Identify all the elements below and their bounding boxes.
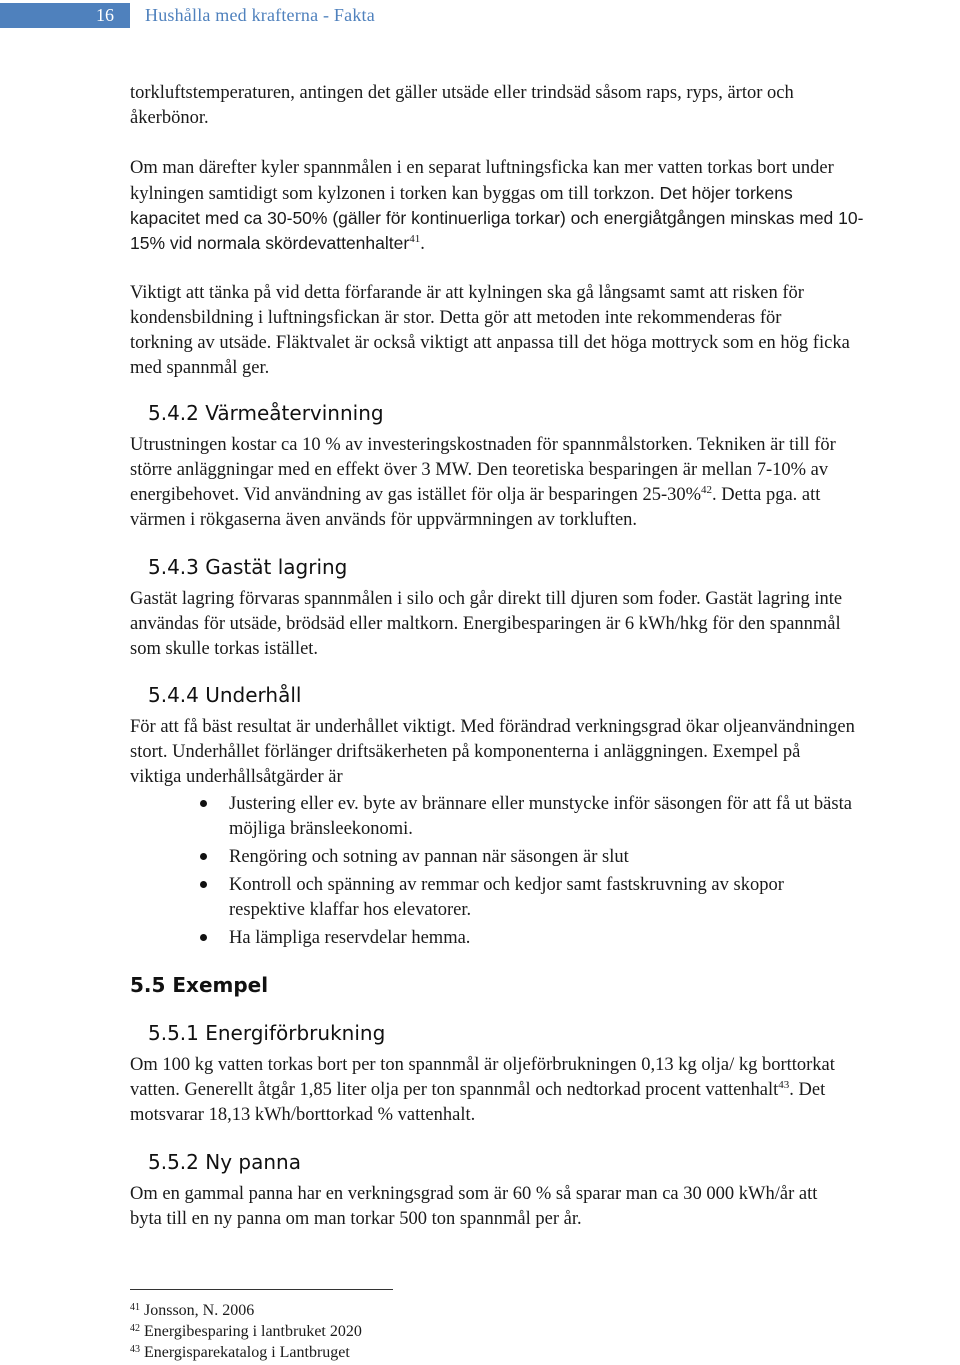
chapter-heading: 5.5 Exempel: [130, 973, 269, 997]
body-line: större anläggningar med en effekt över 3 MW. Den teoretiska besparingen är mellan 7-10% av: [130, 460, 829, 480]
body-line: [130, 1078, 825, 1103]
body-line: Om 100 kg vatten torkas bort per ton spannmål är oljeförbrukningen 0,13 kg olja/ kg borttorkat: [130, 1055, 835, 1075]
body-line: byta till en ny panna om man torkar 500 ton spannmål per år.: [130, 1209, 582, 1229]
body-text: . Det: [789, 1080, 826, 1100]
bullet-icon: [200, 800, 207, 807]
footnote-text: Energisparekatalog i Lantbruget: [140, 1344, 350, 1361]
body-line: kapacitet med ca 30-50% (gäller för kontinuerliga torkar) och energiåtgången minskas med 10-: [130, 208, 864, 228]
body-line: med spannmål ger.: [130, 358, 270, 378]
body-text: kylningen samtidigt som kylzonen i torken kan byggas om till torkzon.: [130, 184, 655, 204]
body-line: värmen i rökgaserna även används för uppvärmningen av torkluften.: [130, 510, 638, 530]
footnote-number: 43: [130, 1344, 140, 1355]
footnote-number: 42: [130, 1323, 140, 1334]
body-line: Om en gammal panna har en verkningsgrad som är 60 % så sparar man ca 30 000 kWh/år att: [130, 1184, 818, 1204]
footnote: [130, 1301, 254, 1321]
body-line: åkerbönor.: [130, 108, 209, 128]
body-text: . Detta pga. att: [712, 485, 821, 505]
body-line: användas för utsäde, brödsäd eller maltkorn. Energibesparingen är 6 kWh/hkg för den spannmål: [130, 614, 841, 634]
running-title: Hushålla med krafterna - Fakta: [145, 5, 375, 25]
section-heading: 5.5.2 Ny panna: [148, 1150, 301, 1174]
footnote-number: 41: [130, 1302, 140, 1313]
body-text: Det höjer torkens: [654, 183, 793, 203]
body-line: kondensbildning i luftningsfickan är stor. Detta gör att metoden inte rekommenderas för: [130, 308, 782, 328]
body-text: energibehovet. Vid användning av gas istället för olja är besparingen 25-30%: [130, 485, 702, 505]
bullet-icon: [200, 881, 207, 888]
section-heading: 5.4.4 Underhåll: [148, 683, 302, 707]
list-item: Rengöring och sotning av pannan när säsongen är slut: [229, 847, 629, 867]
body-line: [130, 231, 425, 257]
body-line: torkluftstemperaturen, antingen det gäller utsäde eller trindsäd såsom raps, ryps, ärtor och: [130, 83, 794, 103]
body-line: Om man därefter kyler spannmålen i en separat luftningsficka kan mer vatten torkas bort under: [130, 158, 834, 178]
list-item-continuation: möjliga bränsleekonomi.: [229, 819, 413, 839]
body-text: .: [420, 234, 425, 254]
bullet-icon: [200, 934, 207, 941]
body-line: torkning av utsäde. Fläktvalet är också viktigt att anpassa till det höga mottryck som en hög ficka: [130, 333, 850, 353]
footnote-ref: 42: [701, 484, 713, 496]
footnote: [130, 1322, 362, 1342]
footnote-text: Energibesparing i lantbruket 2020: [140, 1323, 362, 1340]
list-item-continuation: respektive klaffar hos elevatorer.: [229, 900, 472, 920]
body-line: som skulle torkas istället.: [130, 639, 319, 659]
page-number: 16: [0, 3, 130, 28]
page-header: [0, 0, 960, 32]
list-item: Ha lämpliga reservdelar hemma.: [229, 928, 471, 948]
list-item: Justering eller ev. byte av brännare eller munstycke inför säsongen för att få ut bästa: [229, 794, 852, 814]
bullet-icon: [200, 853, 207, 860]
body-line: viktiga underhållsåtgärder är: [130, 767, 343, 787]
body-line: För att få bäst resultat är underhållet viktigt. Med förändrad verkningsgrad ökar oljeanvändningen: [130, 717, 855, 737]
list-item: Kontroll och spänning av remmar och kedjor samt fastskruvning av skopor: [229, 875, 784, 895]
body-line: Utrustningen kostar ca 10 % av investeringskostnaden för spannmålstorken. Tekniken är till för: [130, 435, 836, 455]
body-line: Gastät lagring förvaras spannmålen i silo och går direkt till djuren som foder. Gastät lagring inte: [130, 589, 843, 609]
footnote-separator: [130, 1289, 393, 1290]
body-line: [130, 483, 820, 508]
footnote-ref: 41: [409, 233, 421, 245]
body-line: motsvarar 18,13 kWh/borttorkad % vattenhalt.: [130, 1105, 476, 1125]
body-line: [130, 181, 793, 207]
body-text: 15% vid normala skördevattenhalter: [130, 233, 410, 253]
body-text: vatten. Generellt åtgår 1,85 liter olja per ton spannmål och nedtorkad procent vattenhalt: [130, 1080, 779, 1100]
footnote: [130, 1343, 350, 1363]
section-heading: 5.4.2 Värmeåtervinning: [148, 401, 384, 425]
section-heading: 5.5.1 Energiförbrukning: [148, 1021, 386, 1045]
footnote-ref: 43: [778, 1079, 790, 1091]
section-heading: 5.4.3 Gastät lagring: [148, 555, 348, 579]
body-line: stort. Underhållet förlänger driftsäkerheten på komponenterna i anläggningen. Exempel på: [130, 742, 801, 762]
body-line: Viktigt att tänka på vid detta förfarande är att kylningen ska gå långsamt samt att risken för: [130, 283, 804, 303]
footnote-text: Jonsson, N. 2006: [140, 1302, 255, 1319]
